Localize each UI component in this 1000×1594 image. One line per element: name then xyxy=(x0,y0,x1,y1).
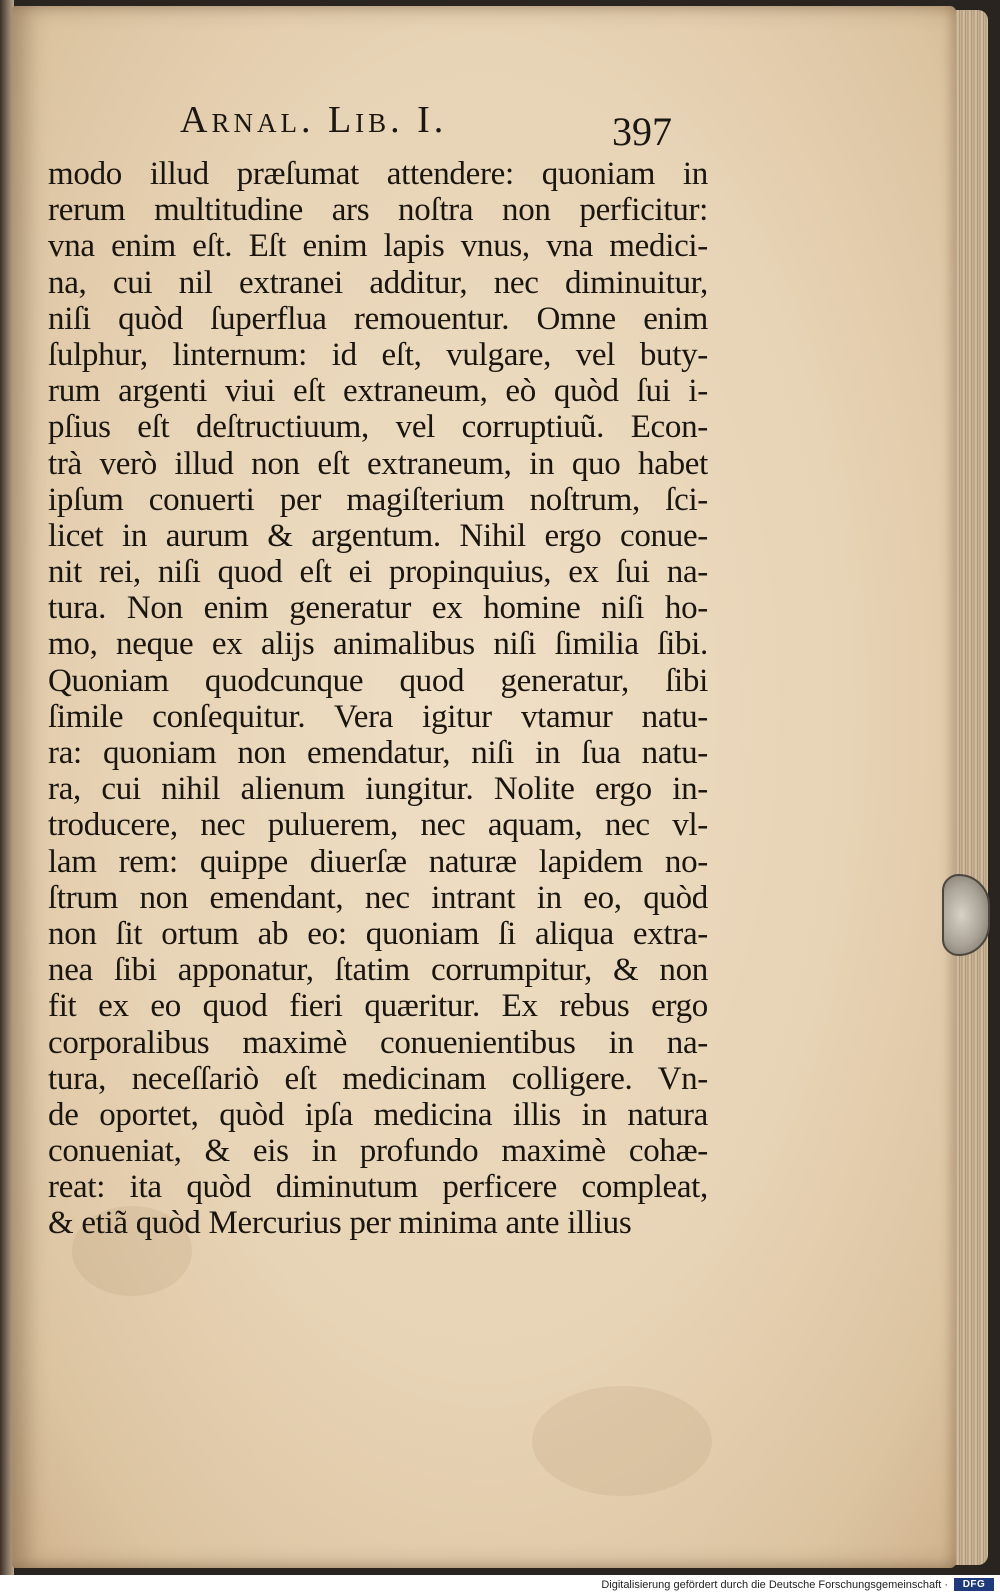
text-line: trà verò illud non eſt extraneum, in quo habet xyxy=(48,445,708,482)
text-line: ra, cui nihil alienum iungitur. Nolite ergo in- xyxy=(48,771,708,808)
text-line: nea ſibi apponatur, ſtatim corrumpitur, & non xyxy=(48,952,708,989)
text-line: tura. Non enim generatur ex homine niſi ho- xyxy=(48,590,708,627)
text-line: ra: quoniam non emendatur, niſi in ſua natu- xyxy=(48,735,708,771)
text-line: Quoniam quodcunque quod generatur, ſibi xyxy=(48,662,708,699)
body-text xyxy=(48,156,708,1242)
text-line: vna enim eſt. Eſt enim lapis vnus, vna medici- xyxy=(48,228,708,265)
text-line: licet in aurum & argentum. Nihil ergo conue- xyxy=(48,517,708,554)
text-line: pſius eſt deſtructiuum, vel corruptiuũ. Econ- xyxy=(48,409,708,446)
paper-stain xyxy=(532,1386,712,1496)
text-line: ſimile conſequitur. Vera igitur vtamur natu- xyxy=(48,698,708,735)
dfg-logo: DFG xyxy=(954,1578,994,1591)
text-line: fit ex eo quod fieri quæritur. Ex rebus ergo xyxy=(48,988,708,1025)
book-clasp xyxy=(942,874,990,956)
text-line: mo, neque ex alijs animalibus niſi ſimilia ſibi. xyxy=(48,626,708,663)
text-line: ſulphur, linternum: id eſt, vulgare, vel buty- xyxy=(48,336,708,373)
text-line: tura, neceſſariò eſt medicinam colligere. Vn- xyxy=(48,1060,708,1097)
text-line: troducere, nec puluerem, nec aquam, nec vl- xyxy=(48,807,708,844)
text-line: ipſum conuerti per magiſterium noſtrum, ſci- xyxy=(48,481,708,518)
text-line: corporalibus maximè conuenientibus in na- xyxy=(48,1024,708,1061)
text-line: conueniat, & eis in profundo maximè cohæ- xyxy=(48,1133,708,1170)
text-line: niſi quòd ſuperflua remouentur. Omne enim xyxy=(48,300,708,337)
running-head: Arnal. Lib. I. xyxy=(180,99,448,141)
text-line: rerum multitudine ars noſtra non perficitur: xyxy=(48,192,708,229)
funding-credit: Digitalisierung gefördert durch die Deutsche Forschungsgemeinschaft · xyxy=(601,1579,948,1591)
text-line: rum argenti viui eſt extraneum, eò quòd ſui i- xyxy=(48,373,708,410)
text-line: lam rem: quippe diuerſæ naturæ lapidem no- xyxy=(48,843,708,880)
text-line: non ſit ortum ab eo: quoniam ſi aliqua extra- xyxy=(48,915,708,952)
page-number: 397 xyxy=(612,109,672,154)
text-line: nit rei, niſi quod eſt ei propinquius, ex ſui na- xyxy=(48,554,708,591)
text-line: & etiã quòd Mercurius per minima ante illius xyxy=(48,1205,632,1242)
text-line: modo illud præſumat attendere: quoniam in xyxy=(48,156,708,192)
text-line: na, cui nil extranei additur, nec diminuitur, xyxy=(48,264,708,301)
text-line: ſtrum non emendant, nec intrant in eo, quòd xyxy=(48,879,708,916)
footer-bar xyxy=(0,1575,1000,1594)
text-line: reat: ita quòd diminutum perficere compleat, xyxy=(48,1169,708,1206)
text-line: de oportet, quòd ipſa medicina illis in natura xyxy=(48,1096,708,1133)
